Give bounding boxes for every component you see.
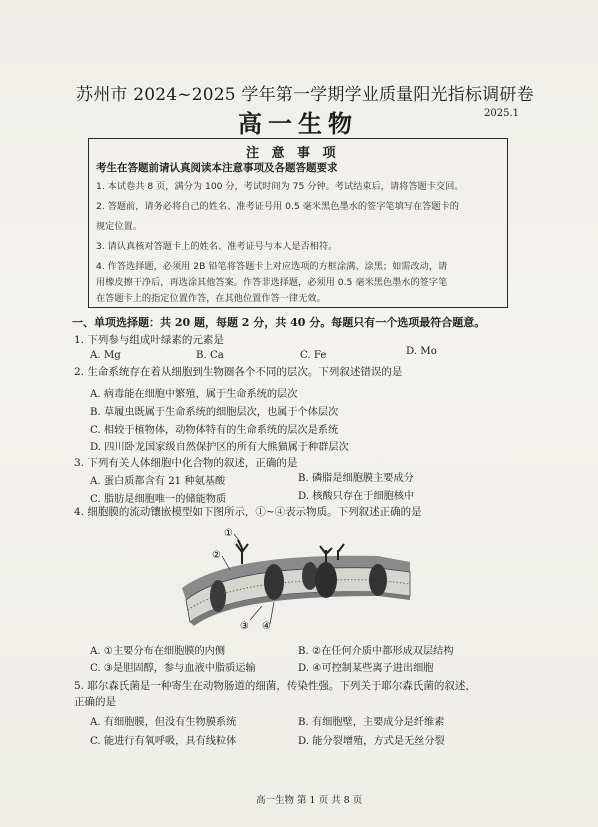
question-5-option-d: D. 能分裂增殖，方式是无丝分裂 <box>298 736 445 747</box>
question-1-stem: 1. 下列参与组成叶绿素的元素是 <box>74 334 224 346</box>
question-1-option-c: C. Fe <box>300 350 327 361</box>
notice-line-4-cont2: 在答题卡上的指定位置作答，在其他位置作答一律无效。 <box>96 293 326 304</box>
diagram-label-2: ② <box>212 550 221 561</box>
question-1-option-b: B. Ca <box>196 350 224 361</box>
cell-membrane-diagram <box>178 526 414 630</box>
question-3-option-a: A. 蛋白质都含有 21 种氨基酸 <box>90 476 226 487</box>
question-4-option-b: B. ②在任何介质中都形成双层结构 <box>298 646 454 657</box>
diagram-label-4: ④ <box>262 621 271 630</box>
page-footer: 高一生物 第 1 页 共 8 页 <box>256 795 363 806</box>
question-5-stem: 5. 耶尔森氏菌是一种寄生在动物肠道的细菌，传染性强。下列关于耶尔森氏菌的叙述， <box>74 680 476 692</box>
membrane-protein-2 <box>264 564 284 600</box>
question-3-option-c: C. 脂肪是细胞唯一的储能物质 <box>90 494 227 505</box>
question-1-option-a: A. Mg <box>90 350 121 361</box>
diagram-label-1: ① <box>224 528 233 539</box>
label-3-pointer <box>250 606 262 620</box>
notice-line-4: 4. 作答选择题，必须用 2B 铅笔将答题卡上对应选项的方框涂满、涂黑；如需改动，请 <box>96 261 448 272</box>
notice-line-1: 1. 本试卷共 8 页，满分为 100 分，考试时间为 75 分钟。考试结束后，请将答题卡交回。 <box>96 181 464 192</box>
exam-header-title: 苏州市 2024~2025 学年第一学期学业质量阳光指标调研卷 <box>76 85 534 105</box>
question-2-option-b: B. 草履虫既属于生命系统的细胞层次，也属于个体层次 <box>90 407 339 418</box>
question-3-option-b: B. 磷脂是细胞膜主要成分 <box>298 473 414 484</box>
question-2-option-d: D. 四川卧龙国家级自然保护区的所有大熊猫属于种群层次 <box>90 442 349 453</box>
question-3-stem: 3. 下列有关人体细胞中化合物的叙述，正确的是 <box>74 457 298 469</box>
notice-lead: 考生在答题前请认真阅读本注意事项及各题答题要求 <box>96 162 338 174</box>
question-4-stem: 4. 细胞膜的流动镶嵌模型如下图所示，①~④表示物质。下列叙述正确的是 <box>74 506 422 518</box>
question-4-option-a: A. ①主要分布在细胞膜的内侧 <box>90 646 226 657</box>
notice-line-2-cont: 规定位置。 <box>96 221 142 232</box>
membrane-protein-4 <box>315 562 337 598</box>
question-2-stem: 2. 生命系统存在着从细胞到生物圈各个不同的层次。下列叙述错误的是 <box>74 366 403 378</box>
section-heading: 一、单项选择题：共 20 题，每题 2 分，共 40 分。每题只有一个选项最符合题意。 <box>72 316 486 329</box>
question-5-option-b: B. 有细胞壁，主要成分是纤维素 <box>298 717 445 728</box>
membrane-protein-5 <box>369 564 387 596</box>
question-3-option-d: D. 核酸只存在于细胞核中 <box>298 491 415 502</box>
question-5-option-c: C. 能进行有氧呼吸，具有线粒体 <box>90 736 237 747</box>
question-4-option-c: C. ③是胆固醇，参与血液中脂质运输 <box>90 663 256 674</box>
question-5-stem-cont: 正确的是 <box>74 696 116 708</box>
diagram-label-3: ③ <box>240 621 249 630</box>
notice-title: 注 意 事 项 <box>246 146 340 161</box>
notice-line-2: 2. 答题前，请务必将自己的姓名、准考证号用 0.5 毫米黑色墨水的签字笔填写在答题卡的 <box>96 201 459 212</box>
label-2-pointer <box>222 556 230 570</box>
question-4-option-d: D. ④可控制某些离子进出细胞 <box>298 663 434 674</box>
question-2-option-a: A. 病毒能在细胞中繁殖，属于生命系统的层次 <box>90 389 298 400</box>
label-1-pointer <box>234 534 240 542</box>
membrane-protein-1 <box>210 580 226 612</box>
notice-line-3: 3. 请认真核对答题卡上的姓名、准考证号与本人是否相符。 <box>96 241 338 252</box>
question-2-option-c: C. 相较于植物体，动物体特有的生命系统的层次是系统 <box>90 425 339 436</box>
question-5-option-a: A. 有细胞膜，但没有生物膜系统 <box>90 717 237 728</box>
question-1-option-d: D. Mo <box>406 346 437 357</box>
exam-date: 2025.1 <box>484 108 519 119</box>
glycoprotein-chain-1 <box>236 540 248 564</box>
notice-line-4-cont: 用橡皮擦干净后，再选涂其他答案。作答非选择题，必须用 0.5 毫米黑色墨水的签字笔 <box>96 277 448 288</box>
subject-title: 高一生物 <box>238 109 358 138</box>
